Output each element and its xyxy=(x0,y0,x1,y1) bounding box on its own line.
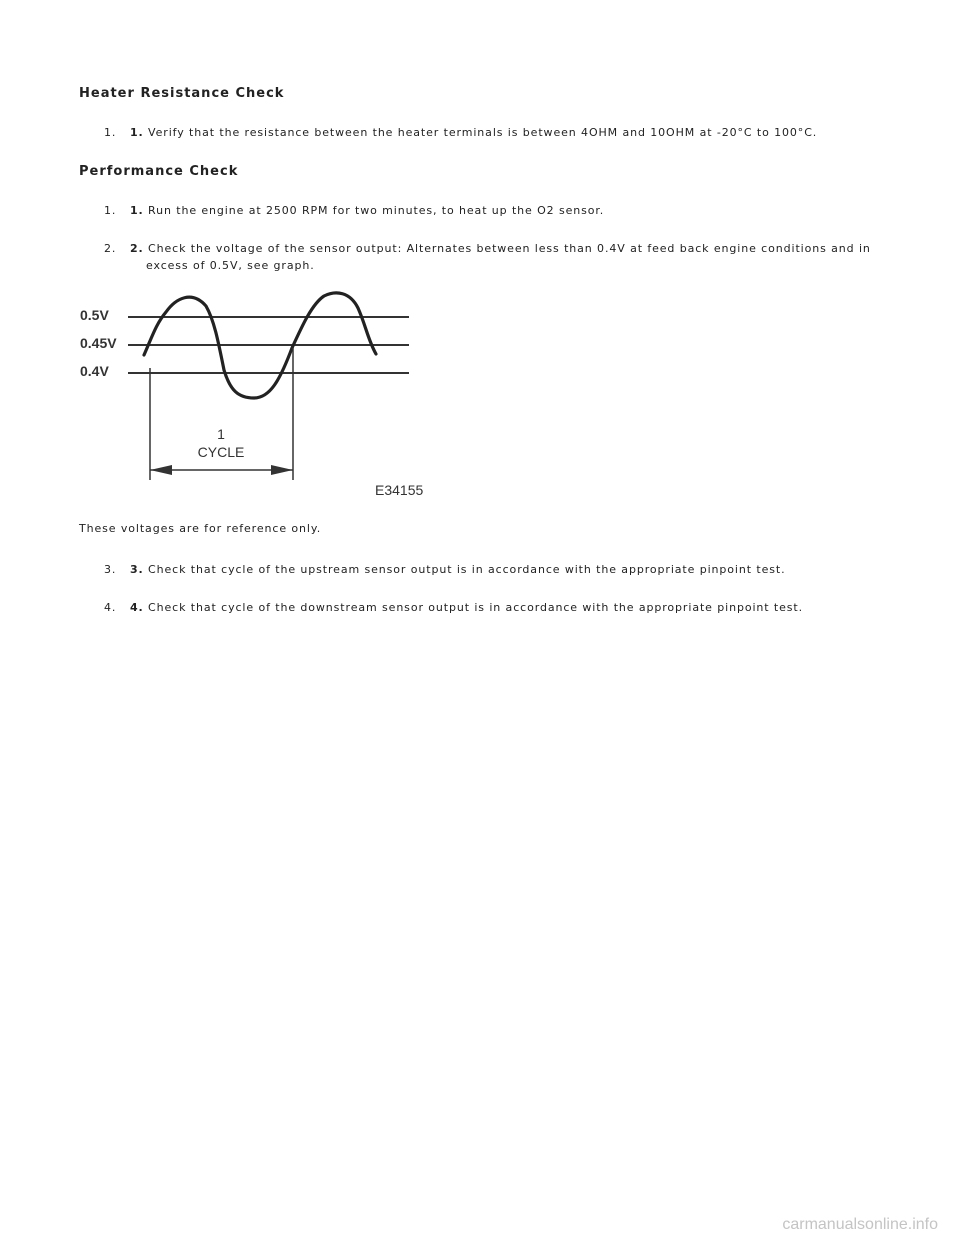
step-index: 2. xyxy=(104,242,117,255)
site-watermark: carmanualsonline.info xyxy=(782,1216,938,1233)
sensor-voltage-graph xyxy=(80,282,440,502)
cycle-count-label: 1 xyxy=(217,426,225,442)
step-label: 3. xyxy=(130,563,144,576)
step-text: Verify that the resistance between the heater terminals is between 4OHM and 10OHM at -20°C to 100°C. xyxy=(148,126,818,139)
performance-check-heading: Performance Check xyxy=(79,164,239,179)
step-label: 1. xyxy=(130,126,144,139)
heater-step-1 xyxy=(104,124,884,141)
performance-step-2 xyxy=(104,240,884,274)
step-index: 1. xyxy=(104,126,117,139)
step-text: Check the voltage of the sensor output: Alternates between less than 0.4V at feed back engine conditions and in xyxy=(148,242,871,255)
cycle-label: CYCLE xyxy=(197,444,245,460)
arrow-right-head xyxy=(271,465,293,475)
arrow-left-head xyxy=(150,465,172,475)
performance-step-1 xyxy=(104,202,884,219)
step-text: Run the engine at 2500 RPM for two minutes, to heat up the O2 sensor. xyxy=(148,204,605,217)
reference-note: These voltages are for reference only. xyxy=(79,522,322,535)
step-text: Check that cycle of the downstream sensor output is in accordance with the appropriate pinpoint test. xyxy=(148,601,804,614)
step-label: 4. xyxy=(130,601,144,614)
performance-step-3 xyxy=(104,561,884,578)
heater-resistance-heading: Heater Resistance Check xyxy=(79,86,285,101)
step-index: 4. xyxy=(104,601,117,614)
step-index: 1. xyxy=(104,204,117,217)
step-index: 3. xyxy=(104,563,117,576)
performance-step-4 xyxy=(104,599,884,616)
step-label: 1. xyxy=(130,204,144,217)
step-text-continuation: excess of 0.5V, see graph. xyxy=(146,259,315,272)
label-0-4v: 0.4V xyxy=(80,363,109,379)
label-0-45v: 0.45V xyxy=(80,335,117,351)
step-label: 2. xyxy=(130,242,144,255)
figure-id: E34155 xyxy=(375,482,424,498)
label-0-5v: 0.5V xyxy=(80,307,109,323)
step-text: Check that cycle of the upstream sensor output is in accordance with the appropriate pinpoint test. xyxy=(148,563,786,576)
